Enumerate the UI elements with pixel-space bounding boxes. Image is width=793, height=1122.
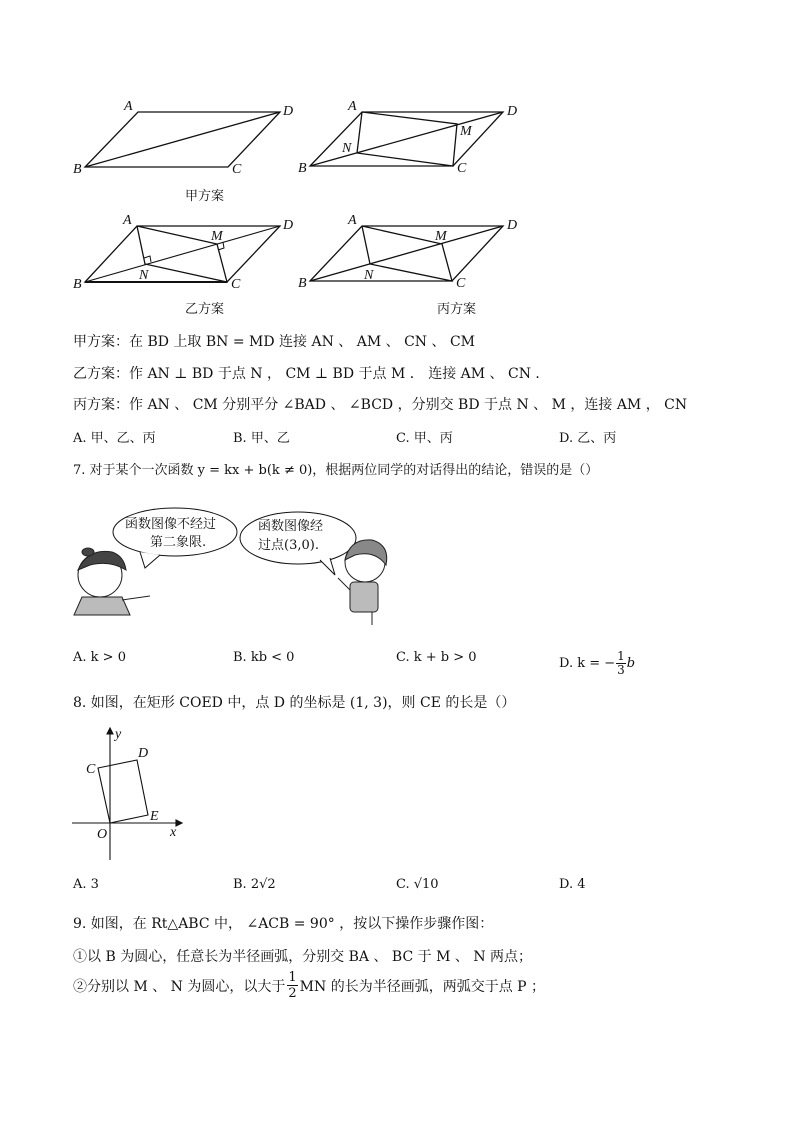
denominator: 3 <box>617 663 625 677</box>
numerator: 1 <box>617 649 625 663</box>
label-y: y <box>115 727 122 742</box>
q6-option-b[interactable]: B. 甲、乙 <box>233 431 290 446</box>
bubble-right-line2: 过点(3,0). <box>258 538 319 553</box>
label-M: M <box>435 229 447 244</box>
plan-jia-text: 甲方案：在 BD 上取 BN = MD 连接 AN 、 AM 、 CN 、 CM <box>73 334 476 350</box>
fraction <box>616 650 626 677</box>
label-D: D <box>283 104 294 119</box>
q7-option-a[interactable]: A. k > 0 <box>73 650 126 665</box>
q7-option-d-label: D. k = − <box>559 656 616 671</box>
label-C: C <box>86 762 96 777</box>
label-C: C <box>456 276 466 291</box>
q9-step2 <box>73 970 545 1001</box>
q9-step2-pre: ②分别以 M 、 N 为圆心，以大于 <box>73 978 286 995</box>
label-D: D <box>507 104 518 119</box>
plan-yi-text: 乙方案：作 AN ⊥ BD 于点 N ， CM ⊥ BD 于点 M ． 连接 AM 、 CN ． <box>73 366 550 382</box>
label-N: N <box>364 268 374 283</box>
figure-coordinate-rectangle <box>72 728 182 860</box>
bubble-left-line2: 第二象限. <box>150 535 207 550</box>
q9-stem: 9. 如图，在 Rt△ABC 中， ∠ACB = 90° ，按以下操作步骤作图： <box>73 916 494 932</box>
q8-stem: 8. 如图，在矩形 COED 中，点 D 的坐标是 (1, 3)，则 CE 的长是（） <box>73 695 516 711</box>
label-B: B <box>298 276 307 291</box>
label-N: N <box>139 268 149 283</box>
label-D: D <box>138 746 149 761</box>
label-B: B <box>73 162 82 177</box>
q7-option-b[interactable]: B. kb < 0 <box>233 650 295 665</box>
q7-stem: 7. 对于某个一次函数 y = kx + b(k ≠ 0)，根据两位同学的对话得出的结论，错误的是（） <box>73 463 599 478</box>
numerator: 1 <box>288 970 297 985</box>
label-C: C <box>231 277 241 292</box>
q8-option-a[interactable]: A. 3 <box>73 877 99 892</box>
label-D: D <box>507 218 518 233</box>
q8-option-d[interactable]: D. 4 <box>559 877 586 892</box>
fraction <box>287 970 297 1001</box>
q8-option-c[interactable]: C. √10 <box>396 877 439 892</box>
label-M: M <box>211 229 223 244</box>
label-B: B <box>73 277 82 292</box>
bubble-right-line1: 函数图像经 <box>258 519 324 534</box>
figure-yi <box>85 226 280 282</box>
label-D: D <box>283 218 294 233</box>
denominator: 2 <box>288 986 297 1001</box>
caption-yi: 乙方案 <box>185 302 225 317</box>
caption-jia: 甲方案 <box>185 189 225 204</box>
label-x: x <box>170 825 177 840</box>
q9-step1: ①以 B 为圆心，任意长为半径画弧，分别交 BA 、 BC 于 M 、 N 两点； <box>73 949 533 965</box>
plan-bing-text: 丙方案：作 AN 、 CM 分别平分 ∠BAD 、 ∠BCD ，分别交 BD 于点 N 、 M ，连接 AM ， CN <box>73 397 688 413</box>
girl-figure <box>74 548 150 615</box>
caption-bing: 丙方案 <box>437 302 477 317</box>
q9-step2-post: MN 的长为半径画弧，两弧交于点 P ； <box>299 978 546 995</box>
q8-option-b[interactable]: B. 2√2 <box>233 877 276 892</box>
label-A: A <box>348 213 357 228</box>
label-O: O <box>97 827 108 842</box>
label-C: C <box>457 161 467 176</box>
figure-jia-2 <box>310 112 503 166</box>
q7-option-d[interactable] <box>559 650 635 677</box>
label-A: A <box>348 99 357 114</box>
label-M: M <box>460 124 472 139</box>
figure-bing <box>310 226 503 281</box>
figure-jia <box>85 112 280 167</box>
q6-option-a[interactable]: A. 甲、乙、丙 <box>73 431 156 446</box>
dialogue-illustration <box>74 508 387 625</box>
q7-option-d-tail: b <box>626 656 636 671</box>
q6-option-c[interactable]: C. 甲、丙 <box>396 431 453 446</box>
bubble-left-line1: 函数图像不经过 <box>125 517 217 532</box>
label-C: C <box>232 162 242 177</box>
q6-option-d[interactable]: D. 乙、丙 <box>559 431 617 446</box>
label-A: A <box>123 213 132 228</box>
label-E: E <box>150 809 159 824</box>
label-A: A <box>124 99 133 114</box>
label-B: B <box>298 161 307 176</box>
label-N: N <box>342 141 352 156</box>
q7-option-c[interactable]: C. k + b > 0 <box>396 650 477 665</box>
